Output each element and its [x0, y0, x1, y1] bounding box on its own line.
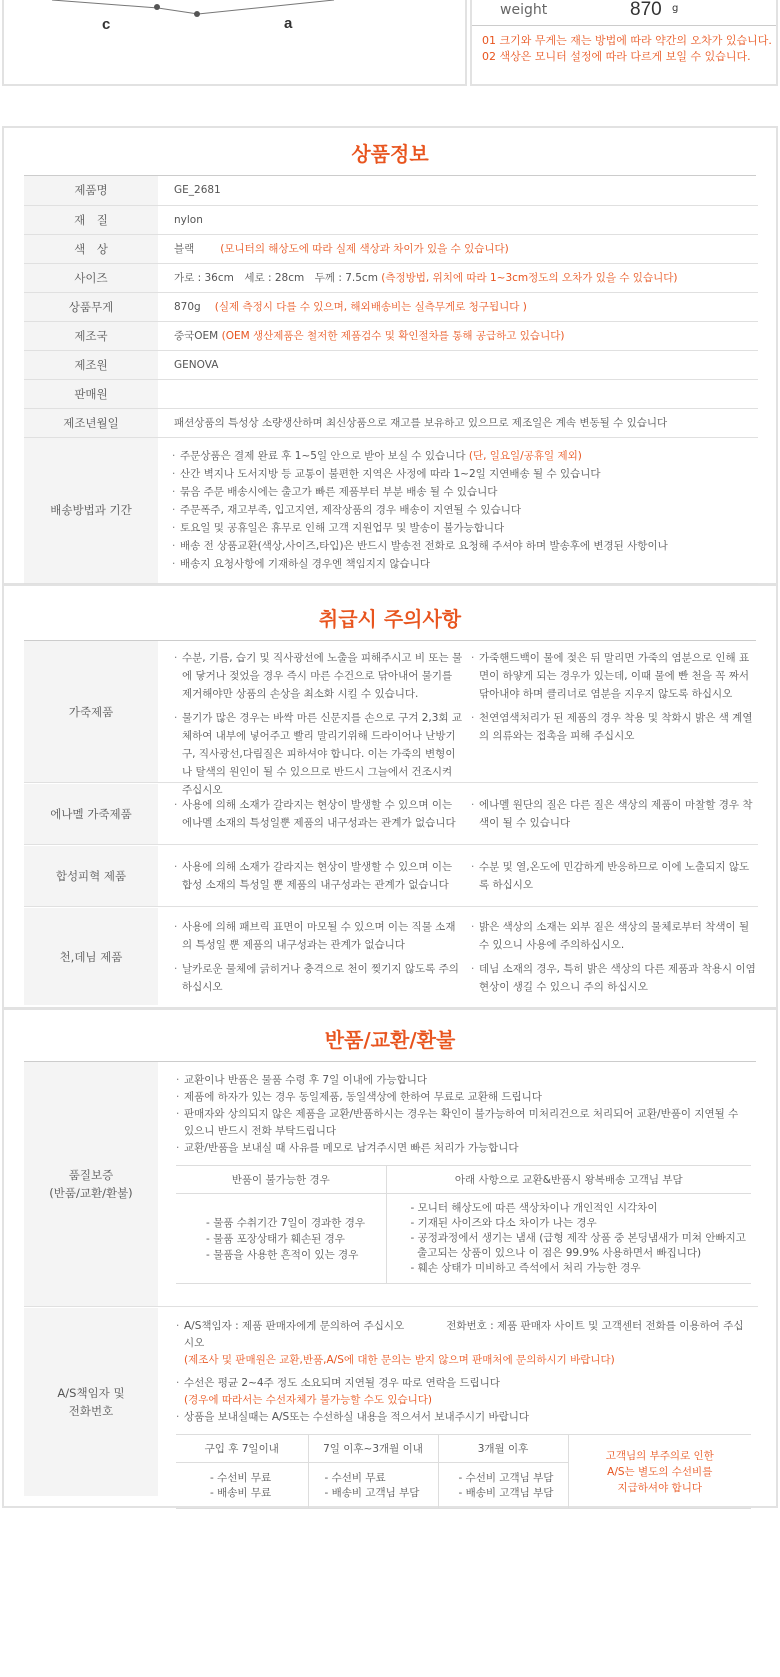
list-item: · 가죽핸드백이 물에 젖은 뒤 말리면 가죽의 염분으로 인해 표면이 하얗게 되는 경우가 있는데, 이때 물에 빤 천을 꼭 짜서 닦아내야 하며 클리너로 염분을 지우지 않도록 하십시오 [471, 649, 756, 703]
list-item: · 배송 전 상품교환(색상,사이즈,타입)은 반드시 발송전 전화로 요청해 주셔야 하며 발송후에 변경된 사항이나 [172, 537, 758, 555]
caution-right [471, 918, 756, 1002]
list-item: · 판매자와 상의되지 않은 제품을 교환/반품하시는 경우는 확인이 불가능하여 미처리건으로 처리되어 교환/반품이 지연될 수 있으니 반드시 전화 부탁드립니다 [176, 1106, 751, 1140]
value-text: 중국OEM [174, 330, 219, 342]
table-cell [176, 1463, 308, 1509]
table-header-row [176, 1166, 751, 1194]
caution-right [471, 858, 756, 894]
value-text: GENOVA [174, 358, 219, 371]
cell-line: - 물품 수취기간 7일이 경과한 경우 [206, 1216, 366, 1229]
quality-body [176, 1072, 751, 1284]
list-item: · 수분, 기름, 습기 및 직사광선에 노출을 피해주시고 비 또는 물에 닿거나 젖었을 경우 즉시 마른 수건으로 닦아내어 물기를 제거해야만 상품의 손상을 최소화 시킬 수 있습니다. [174, 649, 464, 703]
spec-notes [482, 33, 772, 65]
section-title: 상품정보 [351, 142, 429, 166]
row-key: 사이즈 [24, 263, 158, 292]
caution-row [24, 846, 758, 907]
cell-line: - 수선비 무료 [210, 1471, 272, 1484]
cell-line: - 배송비 고객님 부담 [324, 1486, 420, 1499]
cell-line: - 수선비 무료 [324, 1471, 386, 1484]
row-key: 제조국 [24, 321, 158, 350]
row-value [158, 292, 758, 321]
row-key: 판매원 [24, 379, 158, 408]
shipping-list [158, 437, 758, 583]
key-line: A/S책임자 및 [57, 1386, 125, 1400]
section-title: 취급시 주의사항 [318, 607, 462, 631]
table-header: 반품이 불가능한 경우 [176, 1166, 386, 1194]
row-key: 재 질 [24, 205, 158, 234]
row-value [158, 263, 758, 292]
table-header: 구입 후 7일이내 [176, 1435, 308, 1463]
return-conditions-table [176, 1165, 751, 1284]
row-value [158, 408, 758, 437]
caution-right [471, 796, 756, 832]
row-key: 제조년월일 [24, 408, 158, 437]
diagram-dot [154, 4, 160, 10]
table-row [24, 292, 758, 321]
list-item: · 주문상품은 결제 완료 후 1~5일 안으로 받아 보실 수 있습니다 (단, 일요일/공휴일 제외) [172, 447, 758, 465]
cell-line: - 수선비 고객님 부담 [458, 1471, 554, 1484]
key-line: (반품/교환/환불) [49, 1186, 133, 1200]
list-item: · A/S책임자 : 제품 판매자에게 문의하여 주십시오 전화번호 : 제품 판매자 사이트 및 고객센터 전화를 이용하여 주십시오 [176, 1318, 751, 1352]
table-row [24, 176, 758, 205]
as-note: (제조사 및 판매원은 교환,반품,A/S에 대한 문의는 받지 않으며 판매처에 문의하시기 바랍니다) [184, 1354, 615, 1366]
table-row [24, 321, 758, 350]
list-item: · 교환/반품을 보내실 때 사유를 메모로 남겨주시면 빠른 처리가 가능합니다 [176, 1140, 751, 1157]
list-item: · 물기가 많은 경우는 바싹 마른 신문지를 손으로 구겨 2,3회 교체하여 내부에 넣어주고 빨리 말리기위해 드라이어나 난방기구, 직사광선,다림질은 피하셔야 합니다. 이는 가죽의 변형이나 탈색의 원인이 될 수 있으므로 반드시 그늘에서 건조시켜 주십시오 [174, 709, 464, 799]
list-item: · 에나멜 원단의 질은 다른 질은 색상의 제품이 마찰할 경우 착색이 될 수 있습니다 [471, 796, 756, 832]
cell-line: 출고되는 상품이 있으나 이 점은 99.9% 사용하면서 빠집니다) [410, 1247, 702, 1259]
row-key [24, 1308, 158, 1496]
product-info-table [24, 176, 758, 584]
section-title: 반품/교환/환불 [324, 1028, 456, 1052]
as-note: (경우에 따라서는 수선자체가 불가능할 수도 있습니다) [184, 1394, 433, 1406]
list-item: · 주문폭주, 재고부족, 입고지연, 제작상품의 경우 배송이 지연될 수 있습니다 [172, 501, 758, 519]
row-key: 상품무게 [24, 292, 158, 321]
caution-right [471, 649, 756, 751]
key-line: 전화번호 [68, 1404, 114, 1418]
as-row [24, 1308, 758, 1499]
table-cell [386, 1194, 751, 1284]
weight-value: 870 [630, 0, 662, 20]
cell-line: - 물품 포장상태가 훼손된 경우 [206, 1232, 345, 1245]
value-note: (측정방법, 위치에 따라 1~3cm정도의 오차가 있을 수 있습니다) [381, 272, 678, 284]
note-line: A/S는 별도의 수선비를 [607, 1465, 713, 1478]
value-note: (OEM 생산제품은 철저한 제품검수 및 확인절차를 통해 공급하고 있습니다) [221, 330, 565, 342]
spec-box [470, 0, 778, 86]
value-note: (실제 측정시 다를 수 있으며, 해외배송비는 실측무게로 청구됩니다 ) [214, 301, 527, 313]
cell-line: - 공정과정에서 생기는 냄새 (급형 제작 상품 중 본딩냄새가 미쳐 안빠지고 [410, 1232, 746, 1244]
caution-left [174, 796, 464, 832]
diagram-label-c: c [102, 16, 111, 33]
caution-row [24, 908, 758, 1005]
table-cell [176, 1194, 386, 1284]
row-key: 천,데님 제품 [24, 908, 158, 1005]
row-key: 에나멜 가죽제품 [24, 784, 158, 844]
row-key: 제조원 [24, 350, 158, 379]
table-header: 7일 이후~3개월 이내 [308, 1435, 438, 1463]
list-item: · 수분 및 열,온도에 민감하게 반응하므로 이에 노출되지 않도록 하십시오 [471, 858, 756, 894]
table-header: 아래 사항으로 교환&반품시 왕복배송 고객님 부담 [386, 1166, 751, 1194]
spec-note: 01 크기와 무게는 재는 방법에 따라 약간의 오차가 있습니다. [482, 34, 772, 47]
quality-row [24, 1062, 758, 1307]
value-text: GE_2681 [174, 184, 221, 197]
row-value [158, 321, 758, 350]
table-cell [438, 1463, 568, 1509]
row-key: 색 상 [24, 234, 158, 263]
product-info-section [2, 126, 778, 585]
table-row [24, 263, 758, 292]
note-line: 고객님의 부주의로 인한 [605, 1449, 714, 1462]
diagram-lines [4, 0, 469, 86]
list-item: · 교환이나 반품은 물품 수령 후 7일 이내에 가능합니다 [176, 1072, 751, 1089]
top-strip [0, 0, 780, 88]
weight-label: weight [500, 2, 548, 18]
caution-left [174, 649, 464, 805]
cell-line: - 기재된 사이즈와 다소 차이가 나는 경우 [410, 1217, 597, 1229]
caution-left [174, 918, 464, 1002]
row-value [158, 350, 758, 379]
value-text: 패션상품의 특성상 소량생산하며 최신상품으로 재고를 보유하고 있으므로 제조일은 계속 변동될 수 있습니다 [174, 417, 668, 429]
spec-note: 02 색상은 모니터 설정에 따라 다르게 보일 수 있습니다. [482, 50, 751, 63]
list-item: · 배송지 요청사항에 기재하실 경우엔 책임지지 않습니다 [172, 555, 758, 573]
repair-note [568, 1435, 751, 1509]
list-item: · 날카로운 물체에 긁히거나 충격으로 천이 찢기지 않도록 주의하십시오 [174, 960, 464, 996]
row-value [158, 234, 758, 263]
table-row [24, 408, 758, 437]
value-text: 870g [174, 301, 201, 313]
list-item: · 산간 벽지나 도서지방 등 교통이 불편한 지역은 사정에 따라 1~2일 지연배송 될 수 있습니다 [172, 465, 758, 483]
table-header-row [176, 1435, 751, 1463]
table-cell [308, 1463, 438, 1509]
list-item: · 토요일 및 공휴일은 휴무로 인해 고객 지원업무 및 발송이 불가능합니다 [172, 519, 758, 537]
row-value [158, 379, 758, 408]
table-row [176, 1194, 751, 1284]
size-diagram [2, 0, 467, 86]
repair-cost-table [176, 1434, 751, 1509]
value-text: 가로 : 36cm 세로 : 28cm 두께 : 7.5cm [174, 272, 378, 284]
caution-section [2, 584, 778, 1009]
cell-line: - 배송비 무료 [210, 1486, 272, 1499]
list-item: · 수선은 평균 2~4주 정도 소요되며 지연될 경우 따로 연락을 드립니다 [176, 1375, 751, 1392]
caution-row [24, 641, 758, 796]
list-item: · 상품을 보내실때는 A/S또는 수선하실 내용을 적으셔서 보내주시기 바랍니다 [176, 1409, 751, 1426]
cell-line: - 배송비 고객님 부담 [458, 1486, 554, 1499]
table-row [24, 350, 758, 379]
list-item: · 밝은 색상의 소재는 외부 짙은 색상의 물체로부터 착색이 될 수 있으니 사용에 주의하십시오. [471, 918, 756, 954]
diagram-dot [194, 11, 200, 17]
row-value [158, 205, 758, 234]
diagram-label-a: a [284, 15, 293, 32]
list-item: · 데님 소재의 경우, 특히 밝은 색상의 다른 제품과 착용시 이염현상이 생길 수 있으니 주의 하십시오 [471, 960, 756, 996]
value-text: 블랙 [174, 243, 195, 255]
list-item: · 묶음 주문 배송시에는 출고가 빠른 제품부터 부분 배송 될 수 있습니다 [172, 483, 758, 501]
cell-line: - 물품을 사용한 흔적이 있는 경우 [206, 1248, 359, 1261]
table-row [24, 437, 758, 583]
weight-row [472, 0, 776, 26]
table-header: 3개월 이후 [438, 1435, 568, 1463]
list-item: · 제품에 하자가 있는 경우 동일제품, 동일색상에 한하여 무료로 교환해 드립니다 [176, 1089, 751, 1106]
cell-line: - 모니터 해상도에 따른 색상차이나 개인적인 시각차이 [410, 1202, 658, 1214]
cell-line: - 훼손 상태가 미비하고 즉석에서 처리 가능한 경우 [410, 1262, 641, 1274]
returns-section [2, 1008, 778, 1508]
row-key: 배송방법과 기간 [24, 437, 158, 583]
row-key: 합성피혁 제품 [24, 846, 158, 906]
caution-row [24, 784, 758, 845]
weight-unit: g [672, 3, 679, 14]
list-item: · 천연염색처리가 된 제품의 경우 착용 및 착화시 밝은 색 계열의 의류와는 접촉을 피해 주십시오 [471, 709, 756, 745]
list-item: · 사용에 의해 패브릭 표면이 마모될 수 있으며 이는 직물 소재의 특성일 뿐 제품의 내구성과는 관계가 없습니다 [174, 918, 464, 954]
row-key: 제품명 [24, 176, 158, 205]
caution-left [174, 858, 464, 894]
value-note: (모니터의 해상도에 따라 실제 색상과 차이가 있을 수 있습니다) [220, 243, 509, 255]
table-row [24, 379, 758, 408]
key-line: 품질보증 [68, 1168, 114, 1182]
row-value [158, 176, 758, 205]
table-row [24, 205, 758, 234]
row-key: 가죽제품 [24, 641, 158, 782]
list-item: · 사용에 의해 소재가 갈라지는 현상이 발생할 수 있으며 이는 에나멜 소재의 특성일뿐 제품의 내구성과는 관계가 없습니다 [174, 796, 464, 832]
row-key [24, 1062, 158, 1306]
table-row [24, 234, 758, 263]
note-line: 지급하셔야 합니다 [617, 1481, 702, 1494]
as-body [176, 1318, 751, 1509]
list-item: · 사용에 의해 소재가 갈라지는 현상이 발생할 수 있으며 이는 합성 소재의 특성일 뿐 제품의 내구성과는 관계가 없습니다 [174, 858, 464, 894]
value-text: nylon [174, 213, 203, 226]
